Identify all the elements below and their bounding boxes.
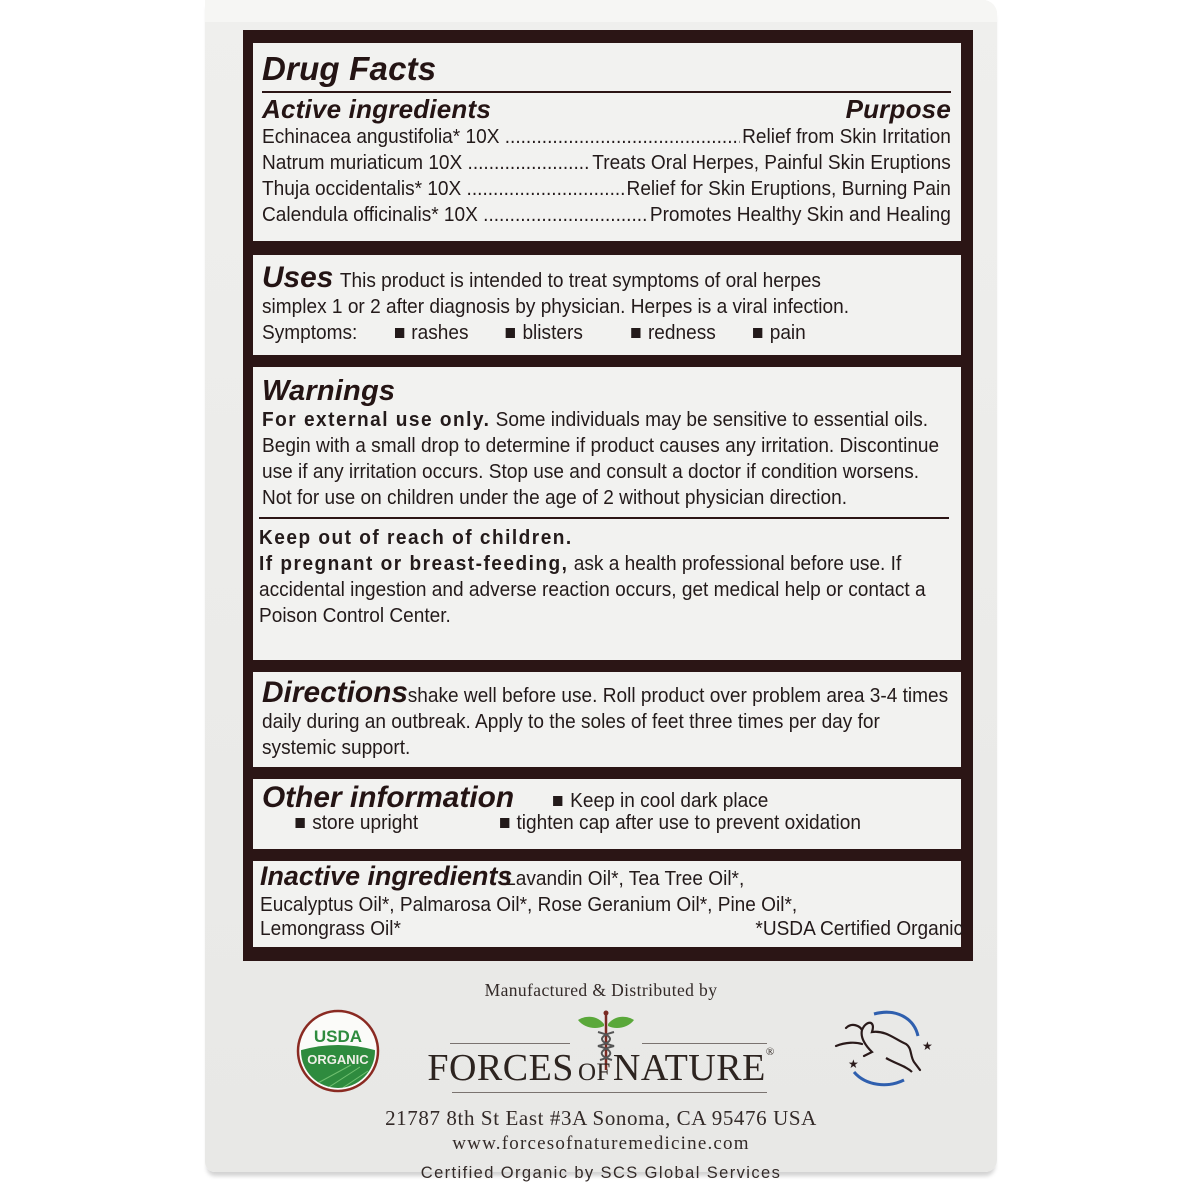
ingredient-purpose: Treats Oral Herpes, Painful Skin Eruptions	[592, 151, 951, 174]
svg-text:USDA: USDA	[313, 1027, 363, 1046]
title-divider	[262, 91, 951, 93]
other-info-line2	[262, 810, 951, 836]
external-use-text: Some individuals may be sensitive to essential oils. Begin with a small drop to determine if product causes any irritation. Discontinue use if any irritation occurs. Stop use and consult a doctor if condition worsens. Not for use on children under the age of 2 without physician direction.	[262, 408, 940, 509]
active-ingredient-row	[262, 150, 951, 176]
active-ingredient-row	[262, 202, 951, 228]
manufactured-by: Manufactured & Distributed by	[484, 980, 718, 1000]
svg-text:ORGANIC: ORGANIC	[307, 1052, 369, 1067]
pregnancy-warning	[259, 551, 947, 629]
brand-rule-bottom	[452, 1092, 767, 1093]
inactive-heading: Inactive ingredients	[260, 861, 513, 891]
uses-text-1: This product is intended to treat symptoms of oral herpes	[339, 269, 821, 292]
other-information-panel	[253, 779, 961, 849]
uses-panel	[253, 255, 961, 355]
leaping-bunny-cruelty-free-icon	[826, 1006, 934, 1099]
active-ingredient-row	[262, 124, 951, 150]
keep-out-of-reach: Keep out of reach of children.	[259, 526, 573, 549]
inactive-line3: Lemongrass Oil* *USDA Certified Organic	[260, 917, 964, 940]
uses-text-2: simplex 1 or 2 after diagnosis by physician. Herpes is a viral infection.	[262, 295, 850, 318]
pregnancy-bold: If pregnant or breast-feeding,	[259, 552, 569, 575]
svg-text:★: ★	[922, 1039, 933, 1053]
ingredient-name: Natrum muriaticum 10X .....	[262, 150, 590, 176]
company-address: 21787 8th St East #3A Sonoma, CA 95476 USA	[385, 1106, 817, 1130]
ingredient-purpose: Relief for Skin Eruptions, Burning Pain	[626, 177, 951, 200]
brand-logo-text: FORCES OFNATURE®	[427, 1046, 775, 1089]
active-ingredients-header	[262, 94, 951, 124]
bullet-square-icon	[553, 796, 562, 806]
inactive-line2: Eucalyptus Oil*, Palmarosa Oil*, Rose Geranium Oil*, Pine Oil*,	[260, 893, 798, 916]
uses-heading: Uses	[262, 261, 334, 294]
bullet-square-icon	[631, 328, 640, 338]
directions-heading: Directions	[262, 676, 408, 709]
bullet-square-icon	[506, 328, 515, 338]
drug-facts-panel	[253, 43, 961, 241]
symptom-item: rashes	[395, 320, 469, 346]
warnings-divider	[259, 517, 949, 519]
bullet-square-icon	[753, 328, 762, 338]
ingredient-name: Calendula officinalis* 10X .....	[262, 202, 648, 228]
warnings-heading: Warnings	[262, 375, 396, 407]
svg-text:★: ★	[848, 1057, 859, 1071]
directions-panel	[253, 672, 961, 767]
active-ingredients-label: Active ingredients	[262, 94, 491, 124]
drug-facts-title: Drug Facts	[262, 50, 437, 87]
bullet-square-icon	[500, 818, 509, 828]
bullet-square-icon	[295, 818, 304, 828]
symptom-item: pain	[753, 320, 806, 346]
drug-facts-frame	[243, 30, 973, 961]
inactive-line1: Inactive ingredientsLavandin Oil*, Tea Tree Oil*,	[260, 861, 745, 891]
ingredient-name: Thuja occidentalis* 10X .....	[262, 176, 625, 202]
pregnancy-text: ask a health professional before use. If accidental ingestion and adverse reaction occurs, get medical help or contact a Poison Control Center.	[259, 552, 926, 627]
usda-organic-note: *USDA Certified Organic	[755, 917, 964, 940]
other-info-heading: Other information	[262, 781, 515, 814]
other-info-item: store upright	[312, 811, 419, 834]
brand-rule-top-right	[642, 1043, 767, 1044]
company-website: www.forcesofnaturemedicine.com	[452, 1133, 750, 1154]
symptom-item: redness	[631, 320, 716, 346]
external-use-warning	[262, 407, 950, 511]
ingredient-name: Echinacea angustifolia* 10X .....	[262, 124, 740, 150]
directions-text: shake well before use. Roll product over problem area 3-4 times daily during an outbreak. Apply to the soles of feet three times per day for systemic support.	[262, 684, 949, 759]
purpose-label: Purpose	[845, 94, 951, 124]
warnings-panel	[253, 367, 961, 660]
ingredient-purpose: Relief from Skin Irritation	[742, 125, 951, 148]
organic-certifier: Certified Organic by SCS Global Services	[420, 1164, 782, 1182]
uses-line1	[262, 261, 951, 294]
active-ingredient-row	[262, 176, 951, 202]
other-info-item: Keep in cool dark place	[570, 789, 769, 812]
external-use-bold: For external use only.	[262, 408, 491, 431]
symptom-item: blisters	[506, 320, 583, 346]
directions-text-block	[262, 676, 950, 761]
brand-rule-top-left	[450, 1043, 570, 1044]
ingredient-purpose: Promotes Healthy Skin and Healing	[649, 203, 951, 226]
symptoms-list	[262, 320, 951, 346]
symptoms-label: Symptoms:	[262, 321, 358, 344]
inactive-ingredients-panel	[253, 861, 964, 947]
bullet-square-icon	[395, 328, 404, 338]
other-info-item: tighten cap after use to prevent oxidation	[516, 811, 861, 834]
